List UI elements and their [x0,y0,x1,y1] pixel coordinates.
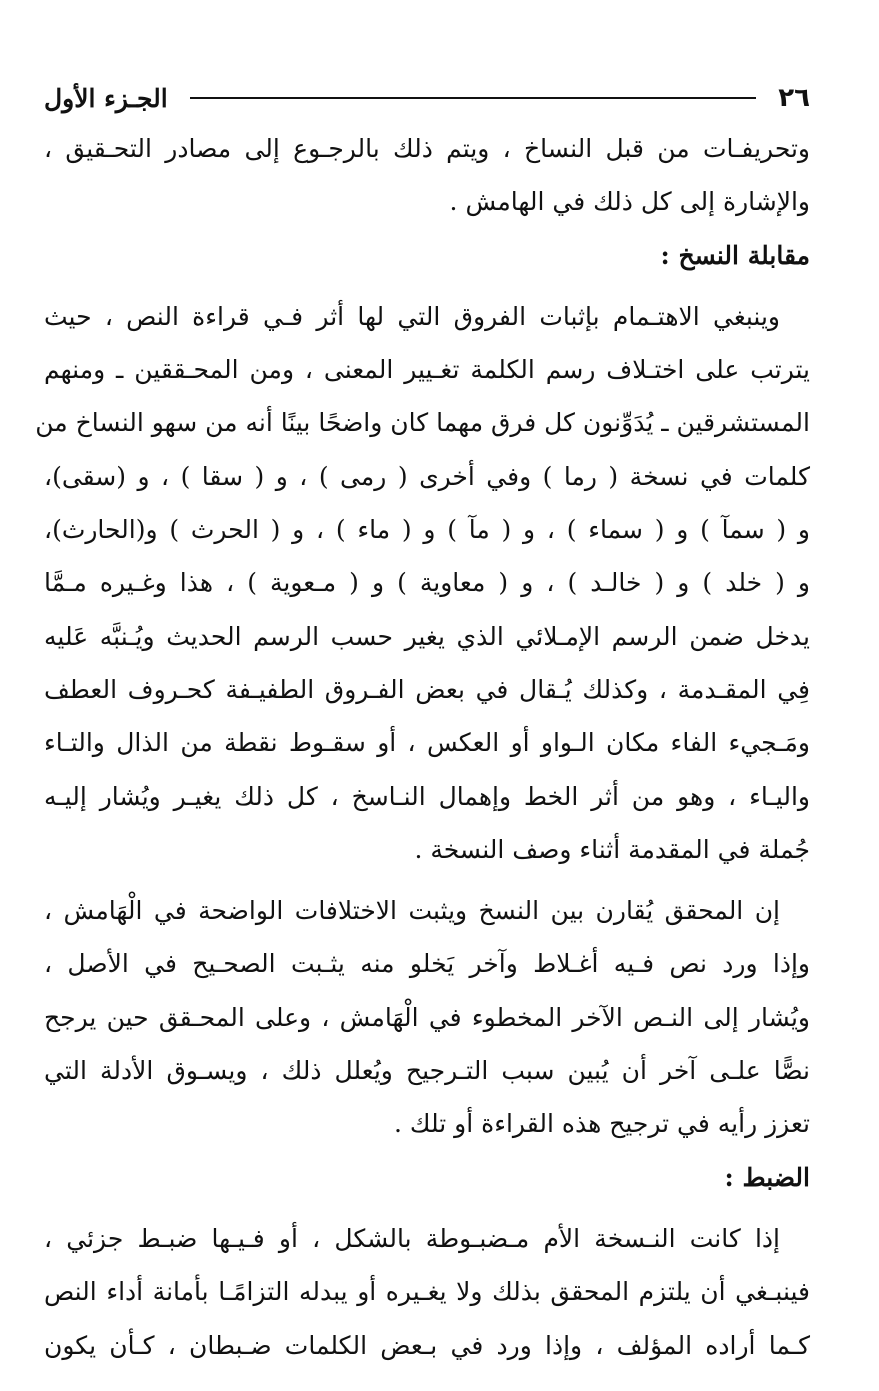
running-title: الجـزء الأول [44,83,168,113]
text-line: وإذا ورد نص فـيه أغـلاط وآخر يَخلو منه يثـبت الصحـيح في الأصل ، [44,949,810,979]
page-number: ٢٦ [778,83,810,113]
text-line: واليـاء ، وهو من أثر الخط وإهمال النـاسخ ، كل ذلك يغيـر ويُشار إليـه [44,781,810,811]
text-line: فينبـغي أن يلتزم المحقق بذلك ولا يغـيره أو يبدله التزامًـا بأمانة أداء النص [44,1277,810,1307]
text-line: نصًّا علـى آخر أن يُبين سبب التـرجيح ويُعلل ذلك ، ويسـوق الأدلة التي [44,1056,810,1086]
text-line: و ( سمآ ) و ( سماء ) ، و ( مآ ) و ( ماء ) ، و ( الحرث ) و(الحارث)، [44,515,811,545]
paragraph-vocalization [44,1212,810,1372]
section-heading-collation: مقابلة النسخ : [660,240,810,270]
text-line: يترتب على اختـلاف رسم الكلمة تغـيير المعنى ، ومن المحـققين ـ ومنهم [44,355,811,385]
text-line: وتحريفـات من قبل النساخ ، ويتم ذلك بالرجـوع إلى مصادر التحـقيق ، [44,134,810,163]
text-line: ومَـجيء الفاء مكان الـواو أو العكس ، أو سقـوط نقطة من الذال والتـاء [44,728,810,758]
text-line: يدخل ضمن الرسم الإمـلائي الذي يغير حسب الرسم الحديث ويُـنبَّه عَليه [44,621,810,651]
text-line: تعزز رأيه في ترجيح هذه القراءة أو تلك . [394,1109,810,1139]
paragraph-collation [35,290,811,876]
header-rule [190,97,757,99]
text-line: ويُشار إلى النـص الآخر المخطوء في الْهَامش ، وعلى المحـقق حين يرجح [44,1002,810,1032]
text-line: إن المحقق يُقارن بين النسخ ويثبت الاختلافات الواضحة في الْهَامش ، [44,896,780,926]
text-line: كـما أراده المؤلف ، وإذا ورد في بـعض الكلمات ضـبطان ، كـأن يكون [44,1330,810,1360]
page-header [44,78,810,118]
paragraph-verification [44,884,810,1150]
text-line: فِي المقـدمة ، وكذلك يُـقال في بعض الفـروق الطفيـفة كحـروف العطف [44,674,810,704]
text-line: وينبغي الاهتـمام بإثبات الفروق التي لها أثر فـي قراءة النص ، حيث [44,301,781,331]
text-line: جُملة في المقدمة أثناء وصف النسخة . [414,834,810,864]
text-line: إذا كانت النـسخة الأم مـضبـوطة بالشكل ، أو فـيـها ضبـط جزئي ، [44,1223,780,1253]
intro-text [44,122,810,229]
text-line: و ( خلد ) و ( خالـد ) ، و ( معاوية ) و ( مـعوية ) ، هذا وغـيره مـمَّا [44,568,810,598]
text-line: كلمات في نسخة ( رما ) وفي أخرى ( رمى ) ، و ( سقا ) ، و (سقى)، [44,461,810,491]
book-page [35,78,811,1372]
text-line: والإشارة إلى كل ذلك في الهامش . [449,187,810,217]
text-line: المستشرقين ـ يُدَوِّنون كل فرق مهما كان واضحًا بينًا أنه من سهو النساخ من [35,408,810,438]
section-heading-vocalization: الضبط : [724,1162,810,1192]
